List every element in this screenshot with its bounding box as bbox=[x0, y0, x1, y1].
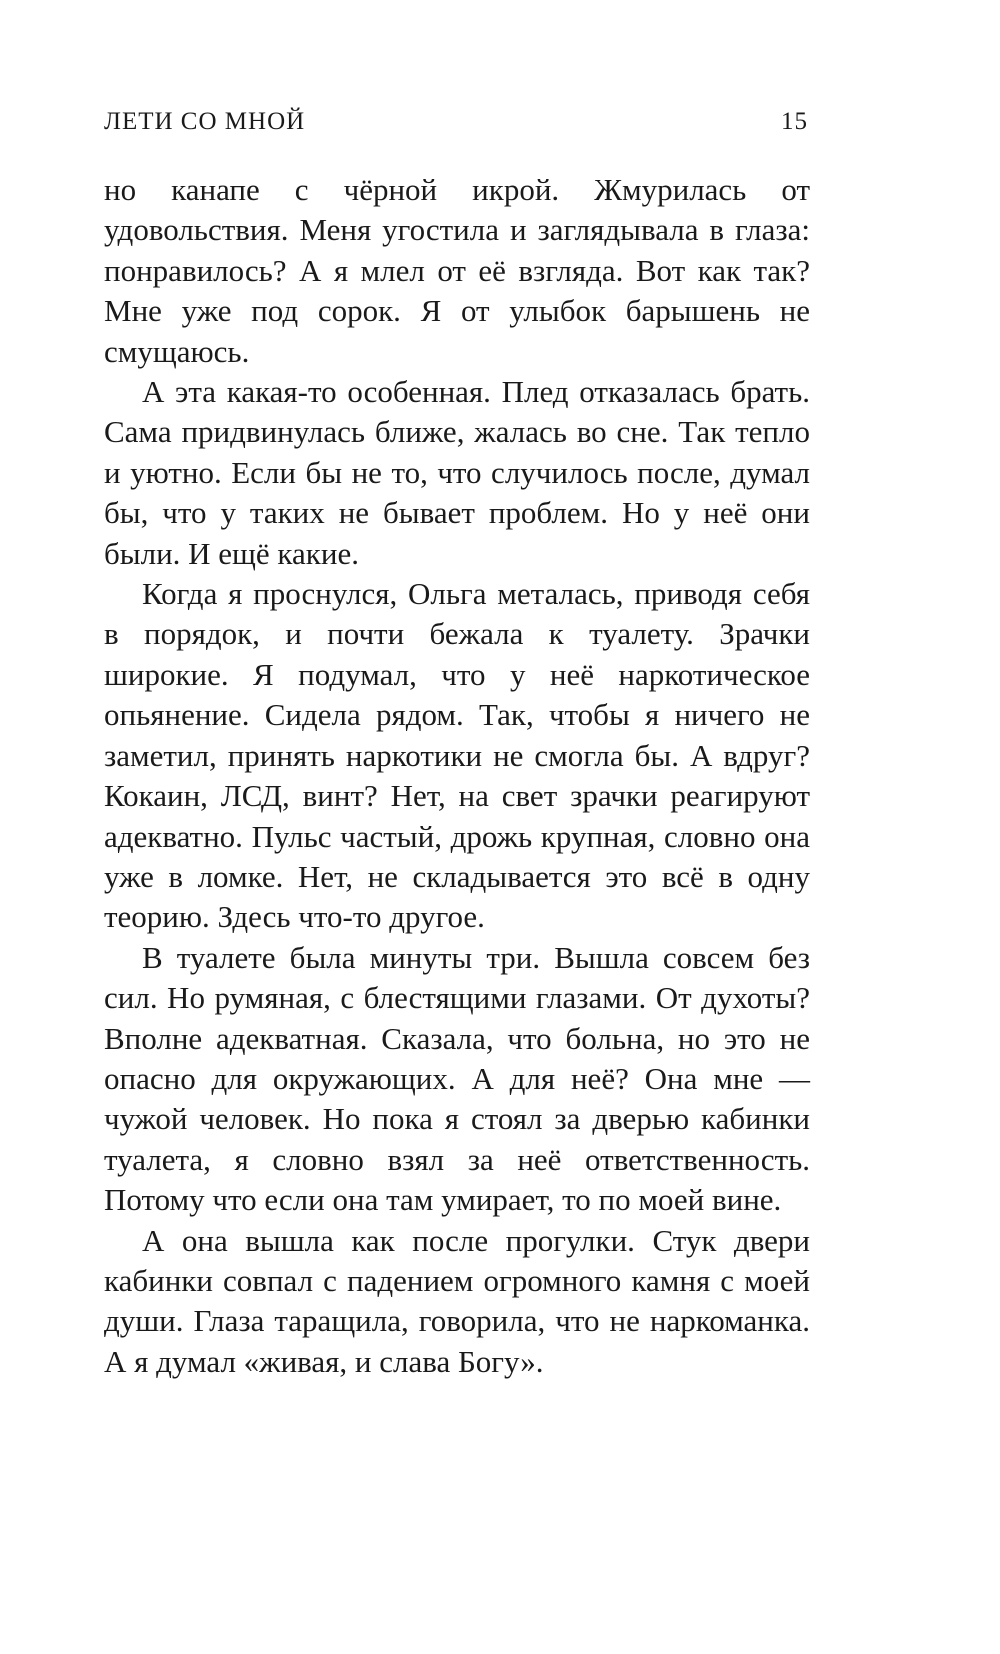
book-title: ЛЕТИ СО МНОЙ bbox=[104, 108, 306, 135]
page-number: 15 bbox=[781, 108, 808, 135]
paragraph: Когда я проснулся, Ольга металась, приводя себя в порядок, и почти бежала к туалету. Зрачки широкие. Я подумал, что у неё наркотическое опьянение. Сидела рядом. Так, чтобы я ничего не заметил, принять наркотики не смогла бы. А вдруг? Кокаин, ЛСД, винт? Нет, на свет зрачки реагируют адекватно. Пульс частый, дрожь крупная, словно она уже в ломке. Нет, не складывается это всё в одну теорию. Здесь что-то другое. bbox=[104, 576, 810, 935]
paragraph: но канапе с чёрной икрой. Жмурилась от удовольствия. Меня угостила и заглядывала в глаза: понравилось? А я млел от её взгляда. Вот как так? Мне уже под сорок. Я от улыбок барышень не смущаюсь. bbox=[104, 172, 810, 369]
running-head bbox=[104, 108, 808, 148]
paragraph: А она вышла как после прогулки. Стук двери кабинки совпал с падением огромного камня с моей души. Глаза таращила, говорила, что не наркоманка. А я думал «живая, и слава Богу». bbox=[104, 1222, 810, 1379]
page-body bbox=[104, 170, 810, 1382]
paragraph: А эта какая-то особенная. Плед отказалась брать. Сама придвинулась ближе, жалась во сне. Так тепло и уютно. Если бы не то, что случилось после, думал бы, что у таких не бывает проблем. Но у неё они были. И ещё какие. bbox=[104, 374, 810, 571]
paragraph: В туалете была минуты три. Вышла совсем без сил. Но румяная, с блестящими глазами. От духоты? Вполне адекватная. Сказала, что больна, но это не опасно для окружающих. А для неё? Она мне — чужой человек. Но пока я стоял за дверью кабинки туалета, я словно взял за неё ответственность. Потому что если она там умирает, то по моей вине. bbox=[104, 939, 810, 1218]
